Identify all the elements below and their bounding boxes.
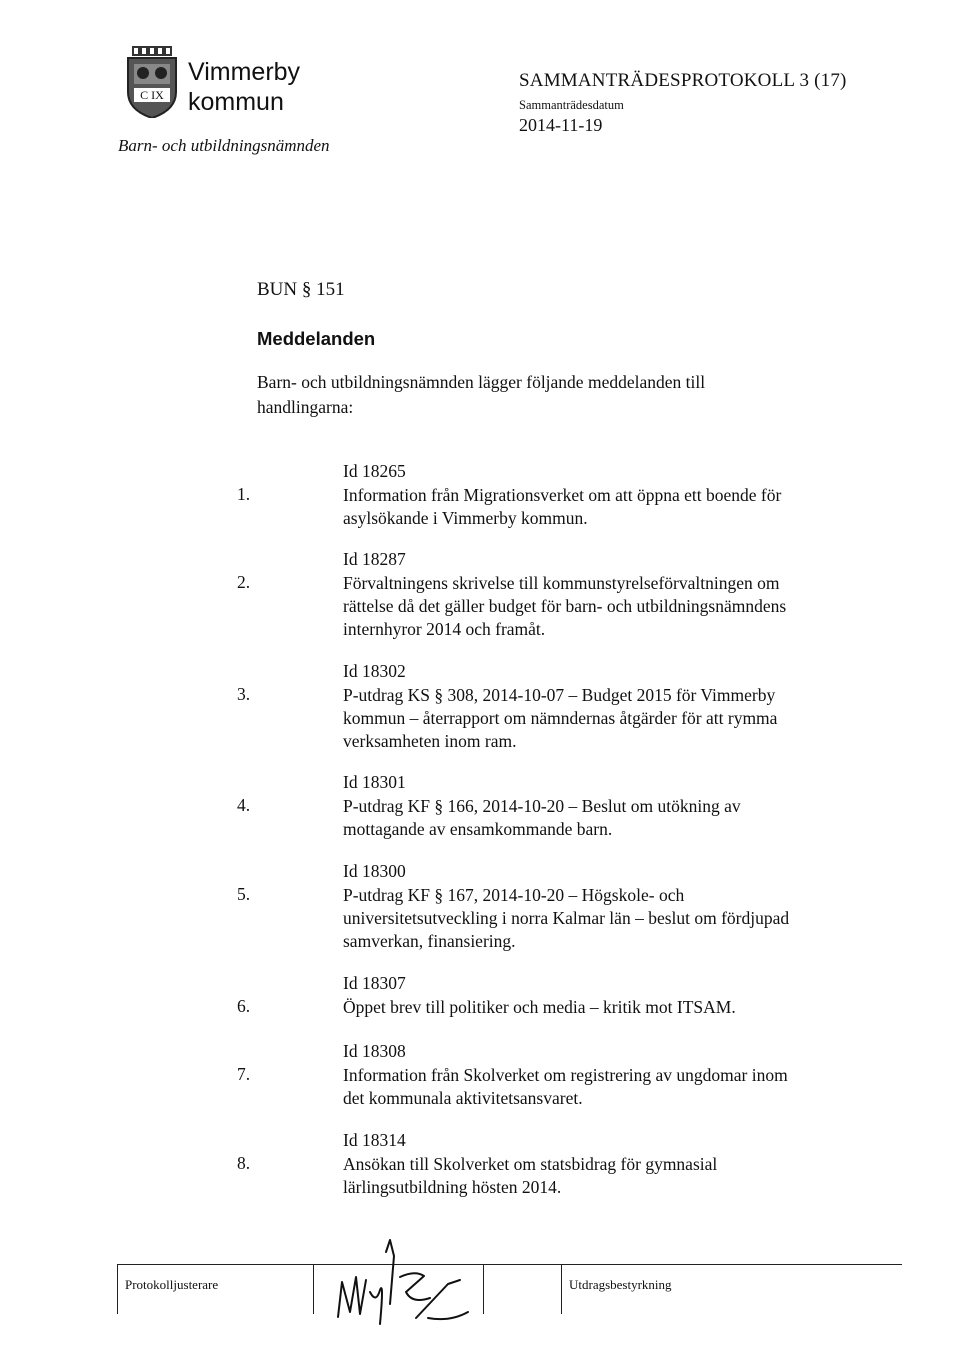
item-text-line: samverkan, finansiering. [343,931,516,951]
footer-divider [561,1264,562,1314]
item-text-line: P-utdrag KF § 166, 2014-10-20 – Beslut om utökning av [343,796,741,816]
meeting-date-value: 2014-11-19 [519,115,603,135]
item-text [343,996,873,1019]
item-text-line: asylsökande i Vimmerby kommun. [343,508,588,528]
intro-line: handlingarna: [257,397,354,417]
item-text-line: P-utdrag KF § 167, 2014-10-20 – Högskole- och [343,885,685,905]
logo-name-line2: kommun [188,88,284,116]
handwritten-signature [320,1232,480,1332]
item-text-line: Förvaltningens skrivelse till kommunstyrelseförvaltningen om [343,573,780,593]
item-text [343,1064,873,1110]
item-number: 3. [237,684,251,704]
svg-text:C IX: C IX [140,88,164,102]
item-text-line: P-utdrag KS § 308, 2014-10-07 – Budget 2015 för Vimmerby [343,685,776,705]
footer-divider [117,1264,118,1314]
item-id: Id 18314 [343,1130,406,1150]
footer-divider [313,1264,314,1314]
item-text [343,795,873,841]
item-number: 6. [237,996,251,1016]
item-text [343,1153,873,1199]
item-text-line: rättelse då det gäller budget för barn- och utbildningsnämndens [343,596,787,616]
item-text-line: internhyror 2014 och framåt. [343,619,546,639]
item-id: Id 18287 [343,549,406,569]
item-number: 2. [237,572,251,592]
item-text-line: Öppet brev till politiker och media – kritik mot ITSAM. [343,997,736,1017]
footer-certification-label: Utdragsbestyrkning [569,1277,672,1292]
footer-divider [483,1264,484,1314]
item-text-line: mottagande av ensamkommande barn. [343,819,613,839]
item-number: 5. [237,884,251,904]
logo-name-line1: Vimmerby [188,58,301,86]
document-title: SAMMANTRÄDESPROTOKOLL 3 (17) [519,70,847,91]
section-intro [257,370,817,420]
item-text [343,572,873,641]
department-name: Barn- och utbildningsnämnden [118,136,330,155]
section-number: BUN § 151 [257,279,345,300]
item-text [343,884,873,953]
item-text-line: det kommunala aktivitetsansvaret. [343,1088,583,1108]
item-text-line: Information från Skolverket om registrering av ungdomar inom [343,1065,788,1085]
footer-adjuster-label: Protokolljusterare [125,1277,219,1292]
footer-rule [117,1264,902,1265]
item-text-line: lärlingsutbildning hösten 2014. [343,1177,562,1197]
item-number: 4. [237,795,251,815]
item-text-line: Information från Migrationsverket om att öppna ett boende för [343,485,782,505]
item-number: 1. [237,484,251,504]
item-text [343,684,873,753]
item-id: Id 18302 [343,661,406,681]
section-title: Meddelanden [257,328,376,349]
item-text-line: universitetsutveckling i norra Kalmar län – beslut om fördjupad [343,908,790,928]
item-number: 8. [237,1153,251,1173]
item-text [343,484,873,530]
municipality-crest-logo [124,46,180,118]
item-text-line: Ansökan till Skolverket om statsbidrag för gymnasial [343,1154,718,1174]
item-text-line: verksamheten inom ram. [343,731,517,751]
item-id: Id 18300 [343,861,406,881]
intro-line: Barn- och utbildningsnämnden lägger följande meddelanden till [257,372,706,392]
item-number: 7. [237,1064,251,1084]
item-id: Id 18265 [343,461,406,481]
item-id: Id 18308 [343,1041,406,1061]
item-id: Id 18307 [343,973,406,993]
meeting-date-label: Sammanträdesdatum [519,98,624,112]
item-text-line: kommun – återrapport om nämndernas åtgärder för att rymma [343,708,778,728]
item-id: Id 18301 [343,772,406,792]
